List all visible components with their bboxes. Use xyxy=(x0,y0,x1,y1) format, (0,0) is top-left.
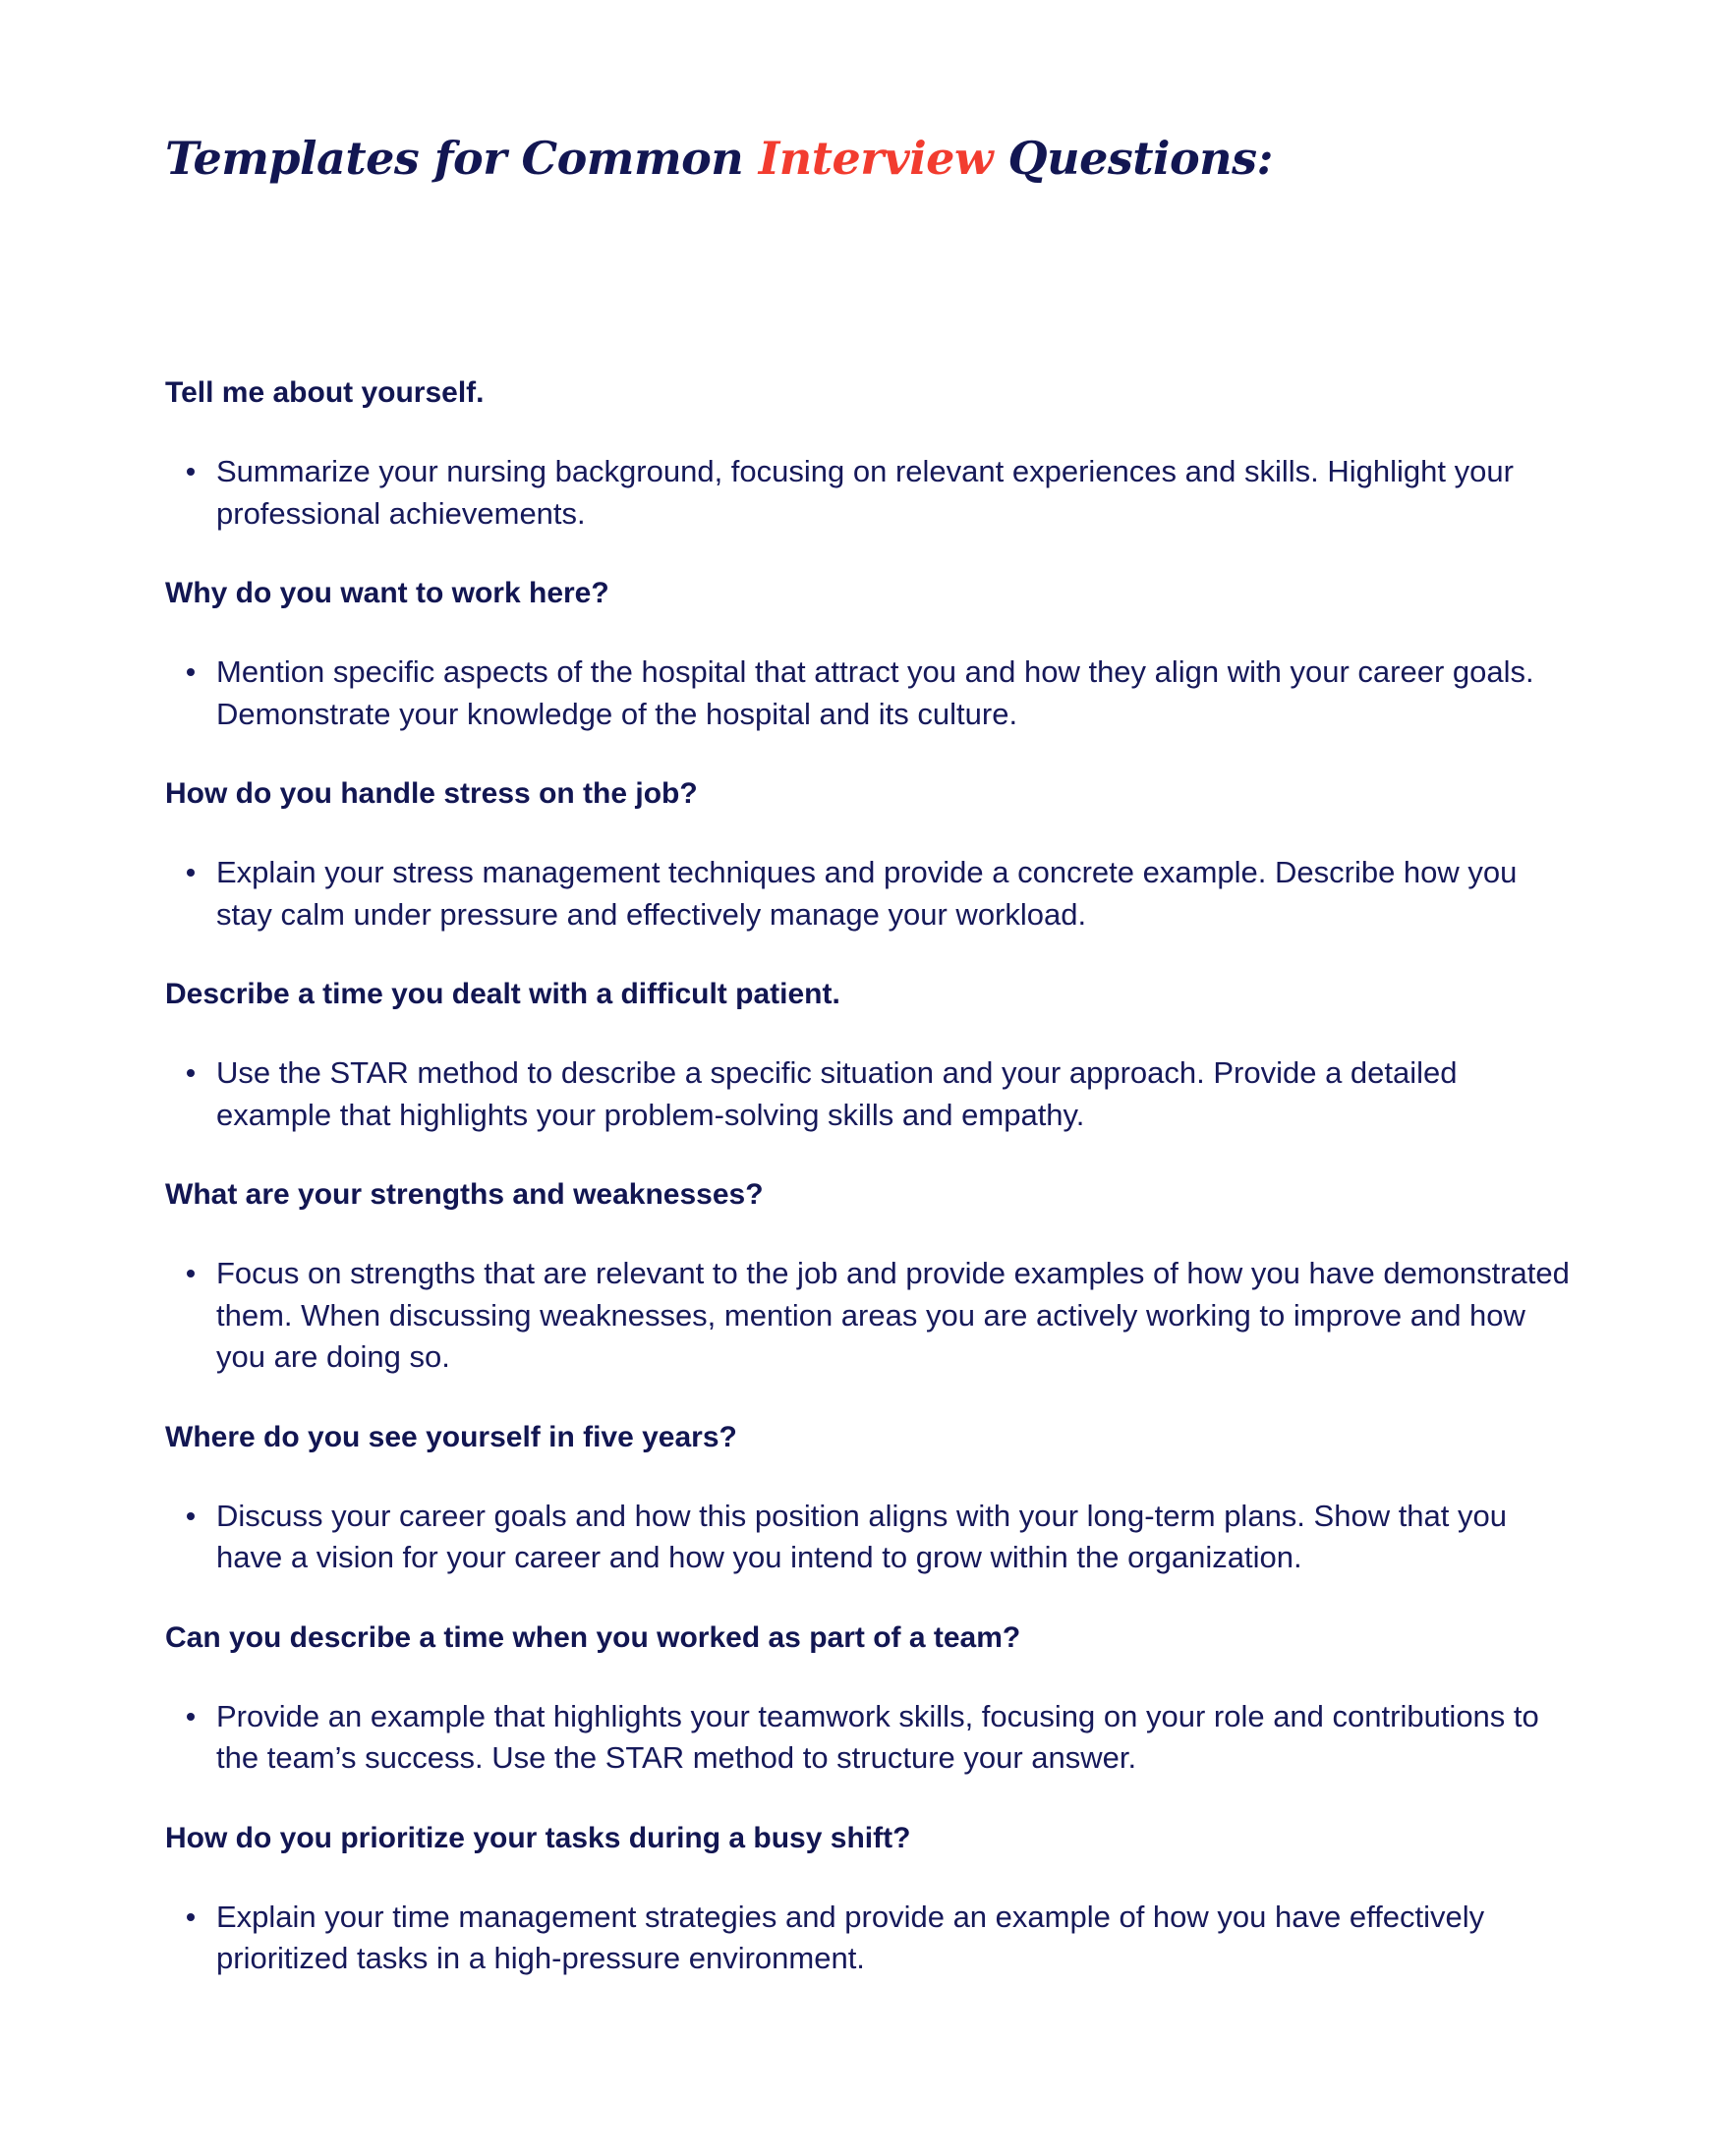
question-heading: Why do you want to work here? xyxy=(165,577,609,609)
qa-item xyxy=(165,768,1581,936)
bullet-icon xyxy=(187,869,195,877)
page-title xyxy=(165,126,1273,191)
bullet-icon xyxy=(187,1270,195,1277)
question-heading: Tell me about yourself. xyxy=(165,376,485,409)
answer-text: Use the STAR method to describe a specific situation and your approach. Provide a detailed example that highlights your problem-solving skills and empathy. xyxy=(216,1055,1458,1132)
question-heading: Describe a time you dealt with a difficult patient. xyxy=(165,978,840,1010)
bullet-icon xyxy=(187,668,195,676)
title-accent-word: Interview xyxy=(758,132,994,185)
bullet-icon xyxy=(187,1913,195,1921)
qa-item xyxy=(165,1813,1581,1980)
qa-item xyxy=(165,969,1581,1136)
question-heading: How do you handle stress on the job? xyxy=(165,777,698,810)
answer-list xyxy=(165,1253,1581,1379)
qa-item xyxy=(165,1169,1581,1379)
answer-item xyxy=(165,1052,1581,1136)
bullet-icon xyxy=(187,1512,195,1520)
answer-text: Mention specific aspects of the hospital that attract you and how they align with your career goals. Demonstrate your knowledge of the hospital and its culture. xyxy=(216,654,1534,731)
answer-item xyxy=(165,1696,1581,1780)
questions-section xyxy=(165,368,1581,1980)
question-heading: Can you describe a time when you worked as part of a team? xyxy=(165,1620,1021,1654)
title-part-1: Templates for Common xyxy=(165,132,759,185)
answer-item xyxy=(165,451,1581,535)
qa-item xyxy=(165,568,1581,735)
answer-text: Explain your stress management techniques and provide a concrete example. Describe how you stay calm under pressure and effectively manage your workload. xyxy=(216,855,1518,932)
question-heading: What are your strengths and weaknesses? xyxy=(165,1178,764,1211)
qa-item xyxy=(165,368,1581,535)
answer-list xyxy=(165,1897,1581,1980)
bullet-icon xyxy=(187,1713,195,1721)
answer-list xyxy=(165,1696,1581,1780)
qa-item xyxy=(165,1613,1581,1780)
answer-list xyxy=(165,652,1581,735)
answer-item xyxy=(165,852,1581,936)
question-heading: Where do you see yourself in five years? xyxy=(165,1420,737,1453)
answer-text: Summarize your nursing background, focusing on relevant experiences and skills. Highlight your professional achievements. xyxy=(216,454,1514,531)
answer-list xyxy=(165,451,1581,535)
qa-item xyxy=(165,1412,1581,1579)
answer-item xyxy=(165,1253,1581,1379)
bullet-icon xyxy=(187,468,195,476)
bullet-icon xyxy=(187,1069,195,1077)
answer-text: Discuss your career goals and how this position aligns with your long-term plans. Show that you have a vision for your career and how you intend to grow within the organization. xyxy=(216,1498,1507,1574)
answer-text: Focus on strengths that are relevant to the job and provide examples of how you have demonstrated them. When discussing weaknesses, mention areas you are actively working to improve and how you are doing so. xyxy=(216,1256,1570,1374)
answer-text: Explain your time management strategies and provide an example of how you have effectively prioritized tasks in a high-pressure environment. xyxy=(216,1899,1485,1975)
answer-item xyxy=(165,652,1581,735)
answer-item xyxy=(165,1496,1581,1579)
answer-list xyxy=(165,852,1581,936)
answer-list xyxy=(165,1052,1581,1136)
title-part-2: Questions: xyxy=(993,132,1273,185)
question-heading: How do you prioritize your tasks during a busy shift? xyxy=(165,1821,911,1854)
answer-text: Provide an example that highlights your teamwork skills, focusing on your role and contributions to the team’s success. Use the STAR method to structure your answer. xyxy=(216,1698,1539,1775)
answer-list xyxy=(165,1496,1581,1579)
answer-item xyxy=(165,1897,1581,1980)
